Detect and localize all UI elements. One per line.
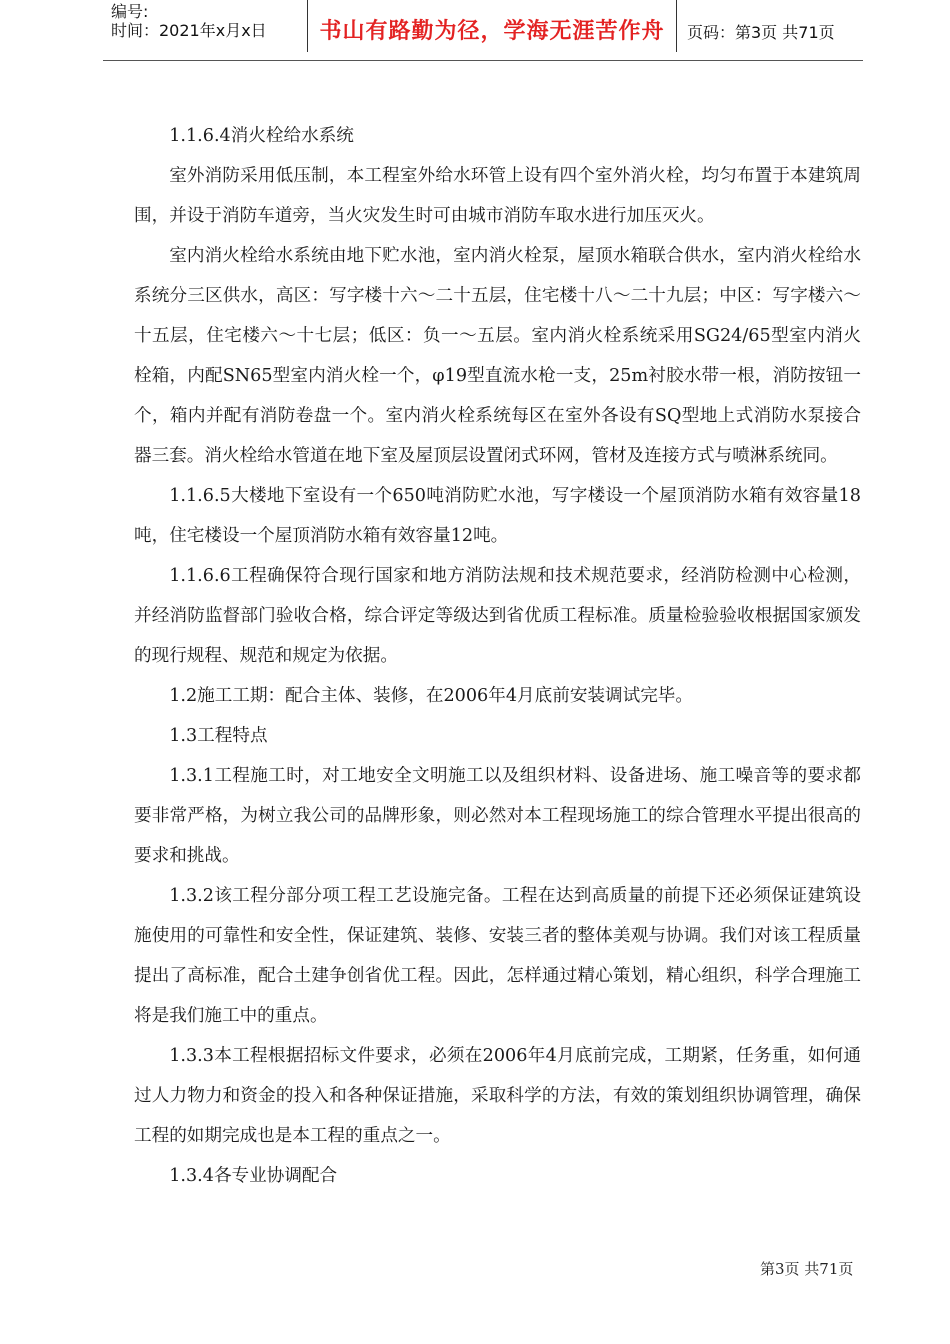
paragraph: 1.3.3本工程根据招标文件要求，必须在2006年4月底前完成，工期紧，任务重，如何通过人力物力和资金的投入和各种保证措施，采取科学的方法，有效的策划组织协调管理，确保工程的如期完成也是本工程的重点之一。 (134, 1046, 861, 1146)
time-label: 时间：2021年x月x日 (111, 21, 267, 40)
paragraph: 1.2施工工期：配合主体、装修，在2006年4月底前安装调试完毕。 (169, 686, 693, 706)
paragraph: 1.3工程特点 (169, 726, 268, 746)
header-page-number: 页码：第3页 共71页 (687, 23, 835, 42)
header-divider (676, 0, 677, 52)
paragraph: 1.3.4各专业协调配合 (169, 1166, 338, 1186)
header-meta (111, 2, 307, 58)
number-label: 编号: (111, 2, 149, 21)
paragraph: 1.1.6.6工程确保符合现行国家和地方消防法规和技术规范要求，经消防检测中心检测，并经消防监督部门验收合格，综合评定等级达到省优质工程标准。质量检验验收根据国家颁发的现行规程、规范和规定为依据。 (134, 566, 861, 666)
paragraph: 室外消防采用低压制，本工程室外给水环管上设有四个室外消火栓，均匀布置于本建筑周围，并设于消防车道旁，当火灾发生时可由城市消防车取水进行加压灭火。 (134, 166, 861, 226)
paragraph: 1.1.6.4消火栓给水系统 (169, 126, 354, 146)
document-body (134, 116, 861, 1196)
paragraph: 1.3.1工程施工时，对工地安全文明施工以及组织材料、设备进场、施工噪音等的要求都要非常严格，为树立我公司的品牌形象，则必然对本工程现场施工的综合管理水平提出很高的要求和挑战。 (134, 766, 861, 866)
paragraph: 室内消火栓给水系统由地下贮水池，室内消火栓泵，屋顶水箱联合供水，室内消火栓给水系统分三区供水，高区：写字楼十六～二十五层，住宅楼十八～二十九层；中区：写字楼六～十五层，住宅楼六～十七层；低区：负一～五层。室内消火栓系统采用SG24/65型室内消火栓箱，内配SN65型室内消火栓一个，φ19型直流水枪一支，25m衬胶水带一根，消防按钮一个，箱内并配有消防卷盘一个。室内消火栓系统每区在室外各设有SQ型地上式消防水泵接合器三套。消火栓给水管道在地下室及屋顶层设置闭式环网，管材及连接方式与喷淋系统同。 (134, 246, 861, 466)
paragraph: 1.1.6.5大楼地下室设有一个650吨消防贮水池，写字楼设一个屋顶消防水箱有效容量18吨，住宅楼设一个屋顶消防水箱有效容量12吨。 (134, 486, 861, 546)
footer-page-number: 第3页 共71页 (760, 1260, 854, 1278)
paragraph: 1.3.2该工程分部分项工程工艺设施完备。工程在达到高质量的前提下还必须保证建筑设施使用的可靠性和安全性，保证建筑、装修、安装三者的整体美观与协调。我们对该工程质量提出了高标准，配合土建争创省优工程。因此，怎样通过精心策划，精心组织，科学合理施工将是我们施工中的重点。 (134, 886, 861, 1026)
header-motto: 书山有路勤为径，学海无涯苦作舟 (319, 19, 665, 44)
header-rule (103, 60, 863, 61)
page-header (103, 0, 863, 60)
